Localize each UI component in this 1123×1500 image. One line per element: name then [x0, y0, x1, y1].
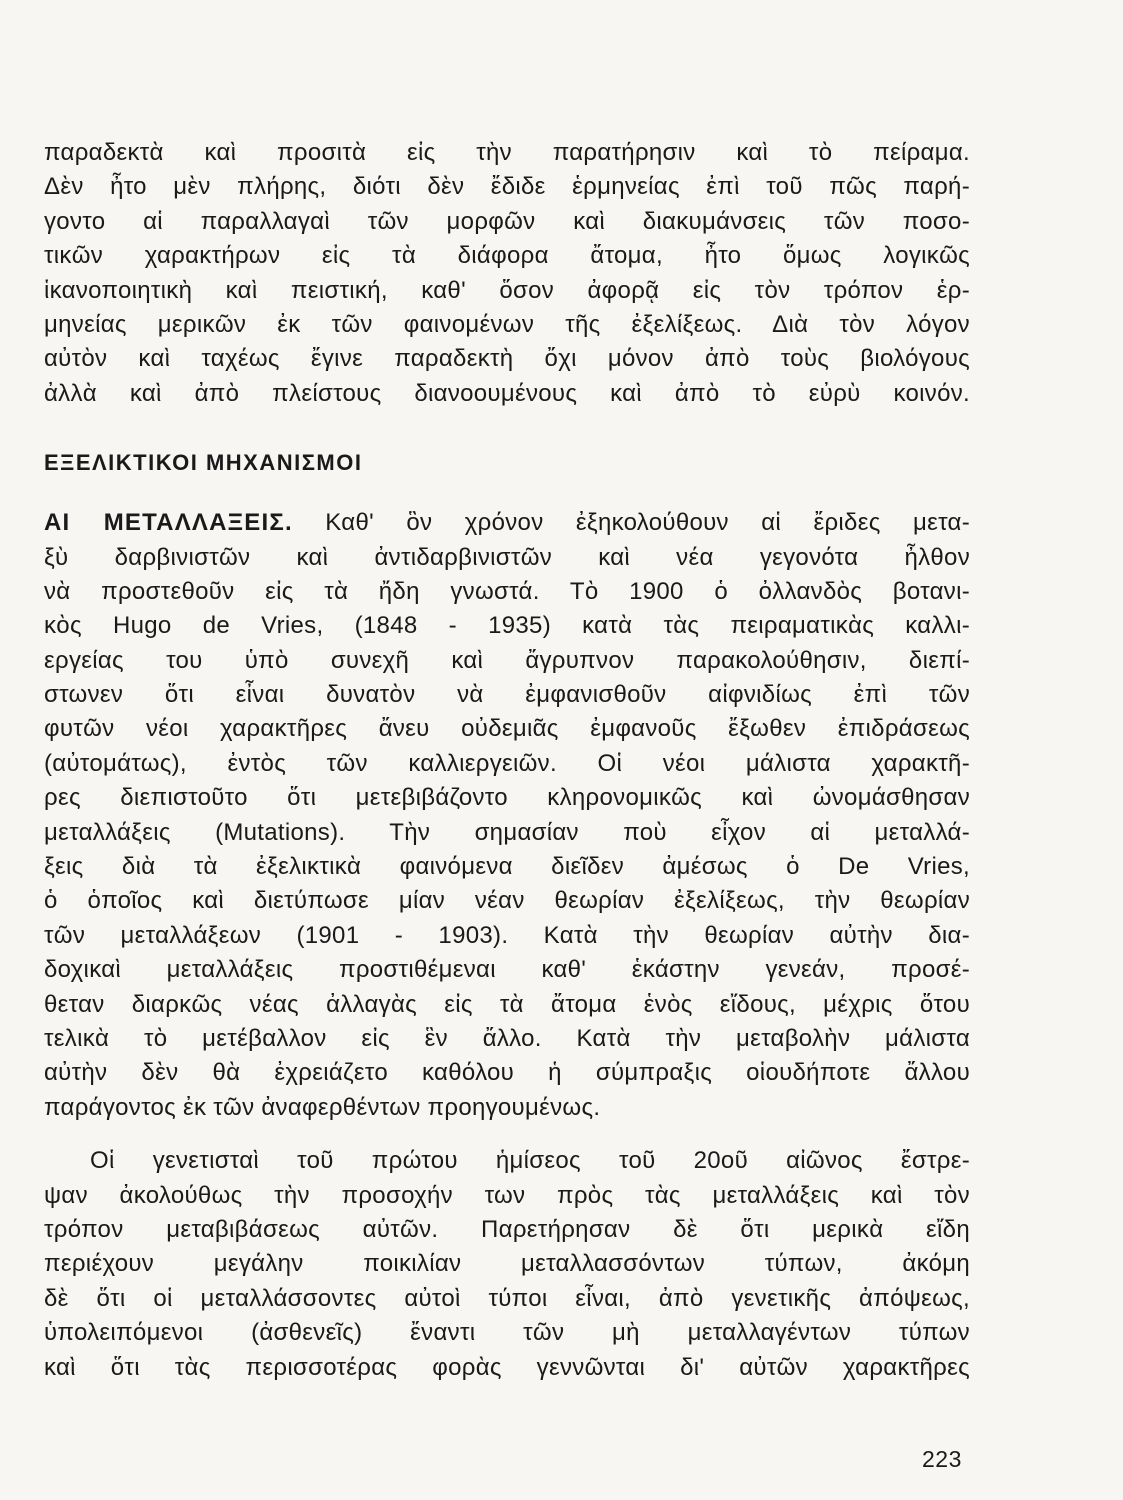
text-line: αὐτὸν καὶ ταχέως ἔγινε παραδεκτὴ ὄχι μόνον ἀπὸ τοὺς βιολόγους — [44, 345, 970, 373]
page-body — [44, 136, 970, 1385]
text-line: νὰ προστεθοῦν εἰς τὰ ἤδη γνωστά. Τὸ 1900 ὁ ὀλλανδὸς βοτανι- — [44, 577, 970, 605]
text-line: γοντο αἱ παραλλαγαὶ τῶν μορφῶν καὶ διακυμάνσεις τῶν ποσο- — [44, 207, 970, 235]
text-line-first — [44, 506, 970, 540]
text-line: ἀλλὰ καὶ ἀπὸ πλείστους διανοουμένους καὶ ἀπὸ τὸ εὐρὺ κοινόν. — [44, 379, 970, 407]
text-line: ξεις διὰ τὰ ἐξελικτικὰ φαινόμενα διεῖδεν ἀμέσως ὁ De Vries, — [44, 853, 970, 881]
paragraph-mutations — [44, 506, 970, 1125]
text-line: ψαν ἀκολούθως τὴν προσοχήν των πρὸς τὰς μεταλλάξεις καὶ τὸν — [44, 1181, 970, 1209]
text-line: ρες διεπιστοῦτο ὅτι μετεβιβάζοντο κληρονομικῶς καὶ ὠνομάσθησαν — [44, 784, 970, 812]
text-line: τικῶν χαρακτήρων εἰς τὰ διάφορα ἄτομα, ἦτο ὅμως λογικῶς — [44, 242, 970, 270]
text-line: ὑπολειπόμενοι (ἀσθενεῖς) ἔναντι τῶν μὴ μεταλλαγέντων τύπων — [44, 1319, 970, 1347]
text-line: παραδεκτὰ καὶ προσιτὰ εἰς τὴν παρατήρησιν καὶ τὸ πείραμα. — [44, 139, 970, 166]
text-line: (αὐτομάτως), ἐντὸς τῶν καλλιεργειῶν. Οἱ νέοι μάλιστα χαρακτῆ- — [44, 749, 970, 777]
text-line: μηνείας μερικῶν ἐκ τῶν φαινομένων τῆς ἐξελίξεως. Διὰ τὸν λόγον — [44, 310, 970, 338]
text-line: κὸς Hugo de Vries, (1848 - 1935) κατὰ τὰς πειραματικὰς καλλι- — [44, 612, 970, 640]
text-line: τῶν μεταλλάξεων (1901 - 1903). Κατὰ τὴν θεωρίαν αὐτὴν δια- — [44, 921, 970, 949]
text-line: ξὺ δαρβινιστῶν καὶ ἀντιδαρβινιστῶν καὶ νέα γεγονότα ἦλθον — [44, 543, 970, 571]
text-line: μεταλλάξεις (Mutations). Τὴν σημασίαν ποὺ εἶχον αἱ μεταλλά- — [44, 818, 970, 846]
text-line: αὐτὴν δὲν θὰ ἐχρειάζετο καθόλου ἡ σύμπραξις οἱουδήποτε ἄλλου — [44, 1059, 970, 1087]
runin-heading: ΑΙ ΜΕΤΑΛΛΑΞΕΙΣ. — [44, 509, 293, 537]
text-line: στωνεν ὅτι εἶναι δυνατὸν νὰ ἐμφανισθοῦν αἰφνιδίως ἐπὶ τῶν — [44, 681, 970, 709]
text-line: Οἱ γενετισταὶ τοῦ πρώτου ἡμίσεος τοῦ 20οῦ αἰῶνος ἔστρε- — [90, 1147, 970, 1175]
text-line: δοχικαὶ μεταλλάξεις προστιθέμεναι καθ' ἑκάστην γενεάν, προσέ- — [44, 956, 970, 984]
paragraph-1 — [44, 136, 970, 411]
section-heading: ΕΞΕΛΙΚΤΙΚΟΙ ΜΗΧΑΝΙΣΜΟΙ — [44, 450, 363, 476]
text-line: τρόπον μεταβιβάσεως αὐτῶν. Παρετήρησαν δὲ ὅτι μερικὰ εἴδη — [44, 1215, 970, 1243]
text-line: παράγοντος ἐκ τῶν ἀναφερθέντων προηγουμένως. — [44, 1093, 601, 1121]
text-line: εργείας του ὑπὸ συνεχῆ καὶ ἄγρυπνον παρακολούθησιν, διεπί- — [44, 646, 970, 674]
text-line: ὁ ὁποῖος καὶ διετύπωσε μίαν νέαν θεωρίαν ἐξελίξεως, τὴν θεωρίαν — [44, 887, 970, 915]
text-line: Δὲν ἦτο μὲν πλήρης, διότι δὲν ἔδιδε ἑρμηνείας ἐπὶ τοῦ πῶς παρή- — [44, 173, 970, 201]
page-number: 223 — [922, 1446, 962, 1472]
paragraph-3 — [44, 1144, 970, 1385]
text-line: θεταν διαρκῶς νέας ἀλλαγὰς εἰς τὰ ἄτομα ἑνὸς εἴδους, μέχρις ὅτου — [44, 990, 970, 1018]
text-line: τελικὰ τὸ μετέβαλλον εἰς ἓν ἄλλο. Κατὰ τὴν μεταβολὴν μάλιστα — [44, 1024, 970, 1052]
text-line: ἱκανοποιητικὴ καὶ πειστική, καθ' ὅσον ἀφορᾷ εἰς τὸν τρόπον ἑρ- — [44, 276, 970, 304]
text-line: φυτῶν νέοι χαρακτῆρες ἄνευ οὐδεμιᾶς ἐμφανοῦς ἔξωθεν ἐπιδράσεως — [44, 715, 970, 743]
text-line: καὶ ὅτι τὰς περισσοτέρας φορὰς γεννῶνται δι' αὐτῶν χαρακτῆρες — [44, 1353, 970, 1381]
runin-line-text: Καθ' ὃν χρόνον ἐξηκολούθουν αἱ ἔριδες μετα- — [325, 509, 970, 537]
text-line: δὲ ὅτι οἱ μεταλλάσσοντες αὐτοὶ τύποι εἶναι, ἀπὸ γενετικῆς ἀπόψεως, — [44, 1284, 970, 1312]
text-line: περιέχουν μεγάλην ποικιλίαν μεταλλασσόντων τύπων, ἀκόμη — [44, 1250, 970, 1278]
